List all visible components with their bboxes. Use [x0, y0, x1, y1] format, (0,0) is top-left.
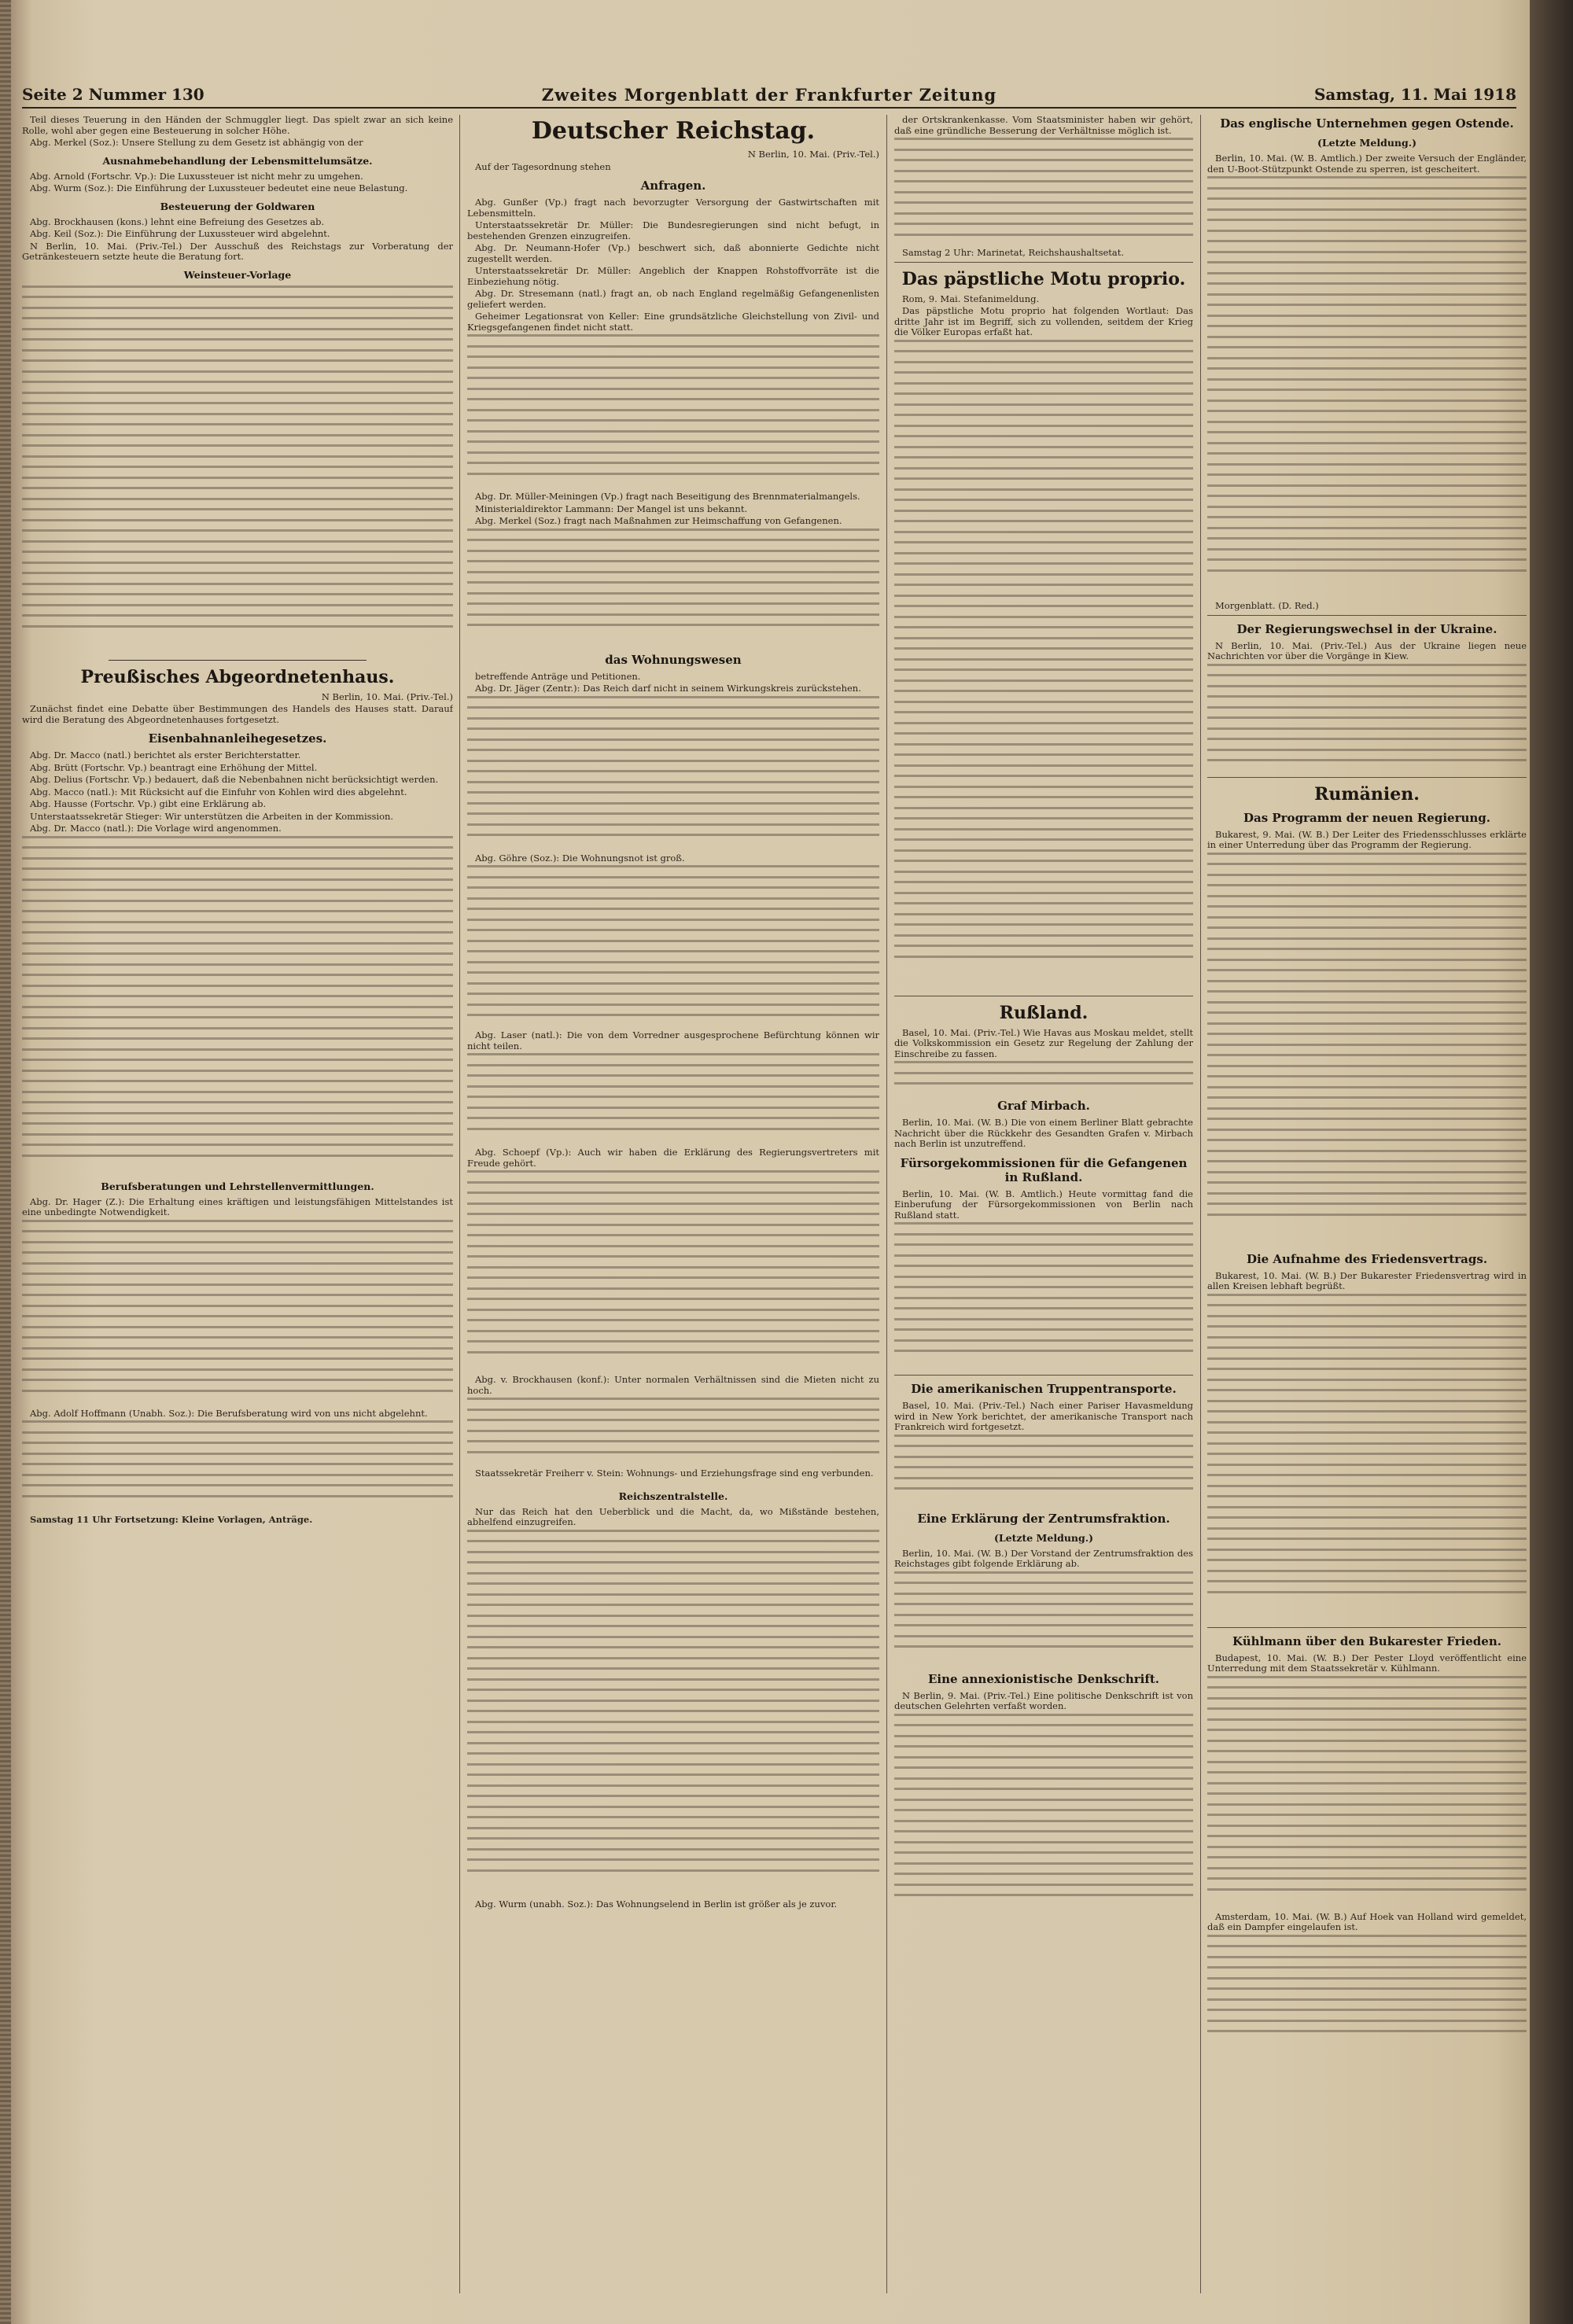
text-block-filler	[467, 1398, 879, 1468]
article-paragraph: Abg. Dr. Hager (Z.): Die Erhaltung eines kräftigen und leistungsfähigen Mittelstandes ist eine unbedingte Notwendigkeit.	[22, 1195, 453, 1217]
article-paragraph: Teil dieses Teuerung in den Händen der Schmuggler liegt. Das spielt zwar an sich keine Rolle, wohl aber gegen eine Besteuerung in solcher Höhe.	[22, 115, 453, 136]
section-heading: Der Regierungswechsel in der Ukraine.	[1236, 621, 1497, 636]
subheading: Fürsorgekommissionen für die Gefangenen in Rußland.	[900, 1155, 1188, 1184]
text-block-filler	[22, 1420, 453, 1515]
article-paragraph: N Berlin, 9. Mai. (Priv.-Tel.) Eine politische Denkschrift ist von deutschen Gelehrten verfaßt worden.	[894, 1689, 1193, 1711]
column-divider	[886, 115, 887, 2293]
text-block-filler	[1207, 1676, 1527, 1912]
newspaper-title: Zweites Morgenblatt der Frankfurter Zeitung	[541, 85, 997, 105]
section-rule	[894, 1375, 1193, 1376]
text-block-filler	[467, 1170, 879, 1375]
article-paragraph: Abg. Wurm (unabh. Soz.): Das Wohnungselend in Berlin ist größer als je zuvor.	[475, 1898, 838, 1910]
article-paragraph: Abg. Macco (natl.): Mit Rücksicht auf die Einfuhr von Kohlen wird dies abgelehnt.	[30, 786, 407, 797]
article-paragraph: Abg. Gunßer (Vp.) fragt nach bevorzugter Versorgung der Gastwirtschaften mit Lebensmitteln.	[467, 197, 879, 219]
text-block-filler	[1207, 176, 1527, 601]
section-heading: Preußisches Abgeordnetenhaus.	[80, 666, 395, 687]
text-block-filler	[467, 1530, 879, 1899]
column-4	[1207, 115, 1527, 2293]
article-paragraph: Abg. Merkel (Soz.): Unsere Stellung zu dem Gesetz ist abhängig von der	[30, 137, 363, 148]
subheading: Besteuerung der Goldwaren	[160, 200, 315, 212]
article-paragraph: Bukarest, 10. Mai. (W. B.) Der Bukarester Friedensvertrag wird in allen Kreisen lebhaft begrüßt.	[1207, 1269, 1527, 1291]
text-block-filler	[22, 1220, 453, 1409]
article-paragraph: Abg. Keil (Soz.): Die Einführung der Luxussteuer wird abgelehnt.	[30, 228, 330, 239]
section-heading: Rumänien.	[1314, 783, 1420, 805]
text-block-filler	[22, 285, 453, 655]
text-block-filler	[894, 1061, 1193, 1092]
article-paragraph: Abg. Adolf Hoffmann (Unabh. Soz.): Die Berufsberatung wird von uns nicht abgelehnt.	[30, 1407, 428, 1419]
article-paragraph: Abg. Göhre (Soz.): Die Wohnungsnot ist groß.	[475, 852, 685, 864]
article-paragraph: Budapest, 10. Mai. (W. B.) Der Pester Lloyd veröffentlicht eine Unterredung mit dem Staatssekretär v. Kühlmann.	[1207, 1652, 1527, 1674]
article-paragraph: Abg. Schoepf (Vp.): Auch wir haben die Erklärung des Regierungsvertreters mit Freude gehört.	[467, 1147, 879, 1169]
section-heading: Deutscher Reichstag.	[531, 117, 816, 145]
article-paragraph: N Berlin, 10. Mai. (Priv.-Tel.) Aus der Ukraine liegen neue Nachrichten vor über die Vorgänge in Kiew.	[1207, 639, 1527, 661]
article-paragraph: Ministerialdirektor Lammann: Der Mangel ist uns bekannt.	[475, 503, 748, 514]
text-block-filler	[467, 696, 879, 853]
column-divider	[1200, 115, 1201, 2293]
subheading: Die Aufnahme des Friedensvertrags.	[1246, 1251, 1488, 1266]
subheading: Berufsberatungen und Lehrstellenvermittlungen.	[101, 1180, 374, 1192]
subheading: Reichszentralstelle.	[618, 1490, 728, 1502]
text-block-filler	[894, 340, 1193, 993]
text-block-filler	[894, 1222, 1193, 1372]
text-block-filler	[467, 1053, 879, 1147]
article-paragraph: Abg. Dr. Jäger (Zentr.): Das Reich darf nicht in seinem Wirkungskreis zurückstehen.	[475, 683, 861, 694]
text-block-filler	[467, 529, 879, 646]
section-rule	[109, 660, 367, 661]
section-rule	[1207, 777, 1527, 778]
article-paragraph: Abg. Dr. Müller-Meiningen (Vp.) fragt nach Beseitigung des Brennmaterialmangels.	[475, 491, 860, 502]
article-paragraph: Berlin, 10. Mai. (W. B. Amtlich.) Heute vormittag fand die Einberufung der Fürsorgekommissionen von Berlin nach Rußland statt.	[894, 1188, 1193, 1221]
text-block-filler	[894, 1571, 1193, 1666]
subheading: Eine annexionistische Denkschrift.	[928, 1671, 1159, 1686]
article-paragraph: Amsterdam, 10. Mai. (W. B.) Auf Hoek van Holland wird gemeldet, daß ein Dampfer eingelaufen ist.	[1207, 1910, 1527, 1932]
page-number: Seite 2 Nummer 130	[22, 85, 204, 104]
subheading: das Wohnungswesen	[605, 652, 742, 667]
article-paragraph: Unterstaatssekretär Dr. Müller: Angeblich der Knappen Rohstoffvorräte ist die Einbeziehung nötig.	[467, 265, 879, 287]
text-block-filler	[467, 334, 879, 492]
article-paragraph: Abg. Dr. Macco (natl.): Die Vorlage wird angenommen.	[30, 823, 282, 834]
text-block-filler	[22, 836, 453, 1174]
article-paragraph: Abg. Brütt (Fortschr. Vp.) beantragt eine Erhöhung der Mittel.	[30, 761, 318, 773]
subheading: Das Programm der neuen Regierung.	[1243, 810, 1490, 825]
section-rule	[894, 262, 1193, 263]
article-paragraph: Berlin, 10. Mai. (W. B.) Der Vorstand der Zentrumsfraktion des Reichstages gibt folgende Erklärung ab.	[894, 1547, 1193, 1569]
closing-line: Samstag 11 Uhr Fortsetzung: Kleine Vorlagen, Anträge.	[30, 1514, 313, 1525]
text-block-filler	[1207, 664, 1527, 774]
subheading-note: (Letzte Meldung.)	[993, 1531, 1094, 1544]
article-paragraph: Berlin, 10. Mai. (W. B. Amtlich.) Der zweite Versuch der Engländer, den U-Boot-Stützpunkt Ostende zu sperren, ist gescheitert.	[1207, 153, 1527, 175]
section-heading: Rußland.	[999, 1002, 1089, 1023]
column-2	[467, 115, 879, 2293]
masthead	[22, 85, 1516, 109]
article-paragraph: Staatssekretär Freiherr v. Stein: Wohnungs- und Erziehungsfrage sind eng verbunden.	[475, 1468, 874, 1479]
text-block-filler	[894, 138, 1193, 248]
article-paragraph: Berlin, 10. Mai. (W. B.) Die von einem Berliner Blatt gebrachte Nachricht über die Rückkehr des Gesandten Grafen v. Mirbach nach Berlin ist unzutreffend.	[894, 1117, 1193, 1149]
column-divider	[459, 115, 460, 2293]
article-paragraph: Unterstaatssekretär Stieger: Wir unterstützen die Arbeiten in der Kommission.	[30, 810, 394, 822]
subheading-note: (Letzte Meldung.)	[1317, 137, 1417, 149]
article-paragraph: Abg. Hausse (Fortschr. Vp.) gibt eine Erklärung ab.	[30, 798, 267, 809]
column-3	[894, 115, 1193, 2293]
subheading: Eisenbahnanleihegesetzes.	[148, 731, 327, 746]
subheading: Weinsteuer-Vorlage	[183, 268, 292, 281]
section-heading: Das päpstliche Motu proprio.	[901, 268, 1186, 289]
section-rule	[1207, 1627, 1527, 1628]
article-paragraph: Morgenblatt. (D. Red.)	[1215, 600, 1319, 611]
subheading: Ausnahmebehandlung der Lebensmittelumsätze.	[102, 154, 373, 167]
section-heading: Das englische Unternehmen gegen Ostende.	[1220, 116, 1514, 131]
closing-line: Samstag 2 Uhr: Marinetat, Reichshaushaltsetat.	[902, 247, 1125, 258]
text-block-filler	[1207, 1294, 1527, 1624]
subheading: Anfragen.	[640, 179, 706, 193]
adjacent-page-edge	[1530, 0, 1573, 2324]
dateline: Rom, 9. Mai. Stefanimeldung.	[902, 293, 1040, 304]
dateline: N Berlin, 10. Mai. (Priv.-Tel.)	[321, 691, 453, 702]
text-block-filler	[894, 1435, 1193, 1505]
text-block-filler	[1207, 853, 1527, 1246]
subheading: Graf Mirbach.	[997, 1099, 1090, 1113]
article-paragraph: der Ortskrankenkasse. Vom Staatsminister haben wir gehört, daß eine gründliche Besserung der Verhältnisse möglich ist.	[894, 115, 1193, 136]
subheading: Die amerikanischen Truppentransporte.	[911, 1382, 1177, 1396]
column-1	[22, 115, 453, 2293]
article-paragraph: Abg. Delius (Fortschr. Vp.) bedauert, daß die Nebenbahnen nicht berücksichtigt werden.	[30, 774, 439, 785]
article-paragraph: Basel, 10. Mai. (Priv.-Tel.) Nach einer Pariser Havasmeldung wird in New York berichtet, der amerikanische Transport nach Frankreich wird fortgesetzt.	[894, 1400, 1193, 1432]
article-paragraph: Abg. Arnold (Fortschr. Vp.): Die Luxussteuer ist nicht mehr zu umgehen.	[30, 170, 363, 182]
issue-date: Samstag, 11. Mai 1918	[1313, 85, 1516, 104]
article-paragraph: Abg. Laser (natl.): Die von dem Vorredner ausgesprochene Befürchtung können wir nicht teilen.	[467, 1029, 879, 1052]
article-paragraph: Abg. Wurm (Soz.): Die Einführung der Luxussteuer bedeutet eine neue Belastung.	[30, 182, 408, 193]
article-paragraph: Abg. Dr. Stresemann (natl.) fragt an, ob nach England regelmäßig Gefangenenlisten geliefert werden.	[467, 288, 879, 310]
article-paragraph: Auf der Tagesordnung stehen	[475, 160, 611, 172]
text-block-filler	[1207, 1935, 1527, 2053]
article-paragraph: Abg. Dr. Neumann-Hofer (Vp.) beschwert sich, daß abonnierte Gedichte nicht zugestellt werden.	[467, 242, 879, 264]
article-paragraph: Bukarest, 9. Mai. (W. B.) Der Leiter des Friedensschlusses erklärte in einer Unterredung über das Programm der Regierung.	[1207, 828, 1527, 850]
article-paragraph: Abg. Merkel (Soz.) fragt nach Maßnahmen zur Heimschaffung von Gefangenen.	[475, 515, 842, 526]
text-block-filler	[467, 865, 879, 1030]
article-paragraph: Abg. Dr. Macco (natl.) berichtet als erster Berichterstatter.	[30, 749, 301, 761]
article-paragraph: Geheimer Legationsrat von Keller: Eine grundsätzliche Gleichstellung von Zivil- und Kriegsgefangenen findet nicht statt.	[467, 311, 879, 333]
article-paragraph: Abg. v. Brockhausen (konf.): Unter normalen Verhältnissen sind die Mieten nicht zu hoch.	[467, 1374, 879, 1396]
article-paragraph: Nur das Reich hat den Ueberblick und die Macht, da, wo Mißstände bestehen, abhelfend einzugreifen.	[467, 1505, 879, 1527]
article-paragraph: Zunächst findet eine Debatte über Bestimmungen des Handels des Hauses statt. Darauf wird die Beratung des Abgeordnetenhauses fortgesetzt.	[22, 703, 453, 725]
article-paragraph: betreffende Anträge und Petitionen.	[475, 670, 641, 682]
dateline: N Berlin, 10. Mai. (Priv.-Tel.)	[747, 149, 879, 160]
book-binding-edge	[0, 0, 11, 2324]
article-paragraph: Basel, 10. Mai. (Priv.-Tel.) Wie Havas aus Moskau meldet, stellt die Volkskommission ein Gesetz zur Regelung der Zahlung der Einschreibe zu fassen.	[894, 1026, 1193, 1059]
article-paragraph: Unterstaatssekretär Dr. Müller: Die Bundesregierungen sind nicht befugt, in bestehenden Grenzen einzugreifen.	[467, 219, 879, 241]
article-paragraph: Das päpstliche Motu proprio hat folgenden Wortlaut: Das dritte Jahr ist im Begriff, sich zu vollenden, seitdem der Krieg die Völker Europas erfaßt hat.	[894, 305, 1193, 337]
article-paragraph: Abg. Brockhausen (kons.) lehnt eine Befreiung des Gesetzes ab.	[30, 215, 325, 227]
article-paragraph: N Berlin, 10. Mai. (Priv.-Tel.) Der Ausschuß des Reichstags zur Vorberatung der Getränkesteuern setzte heute die Beratung fort.	[22, 240, 453, 262]
text-block-filler	[894, 1714, 1193, 1918]
subheading: Kühlmann über den Bukarester Frieden.	[1232, 1633, 1501, 1648]
section-rule	[1207, 615, 1527, 616]
subheading: Eine Erklärung der Zentrumsfraktion.	[917, 1511, 1170, 1526]
